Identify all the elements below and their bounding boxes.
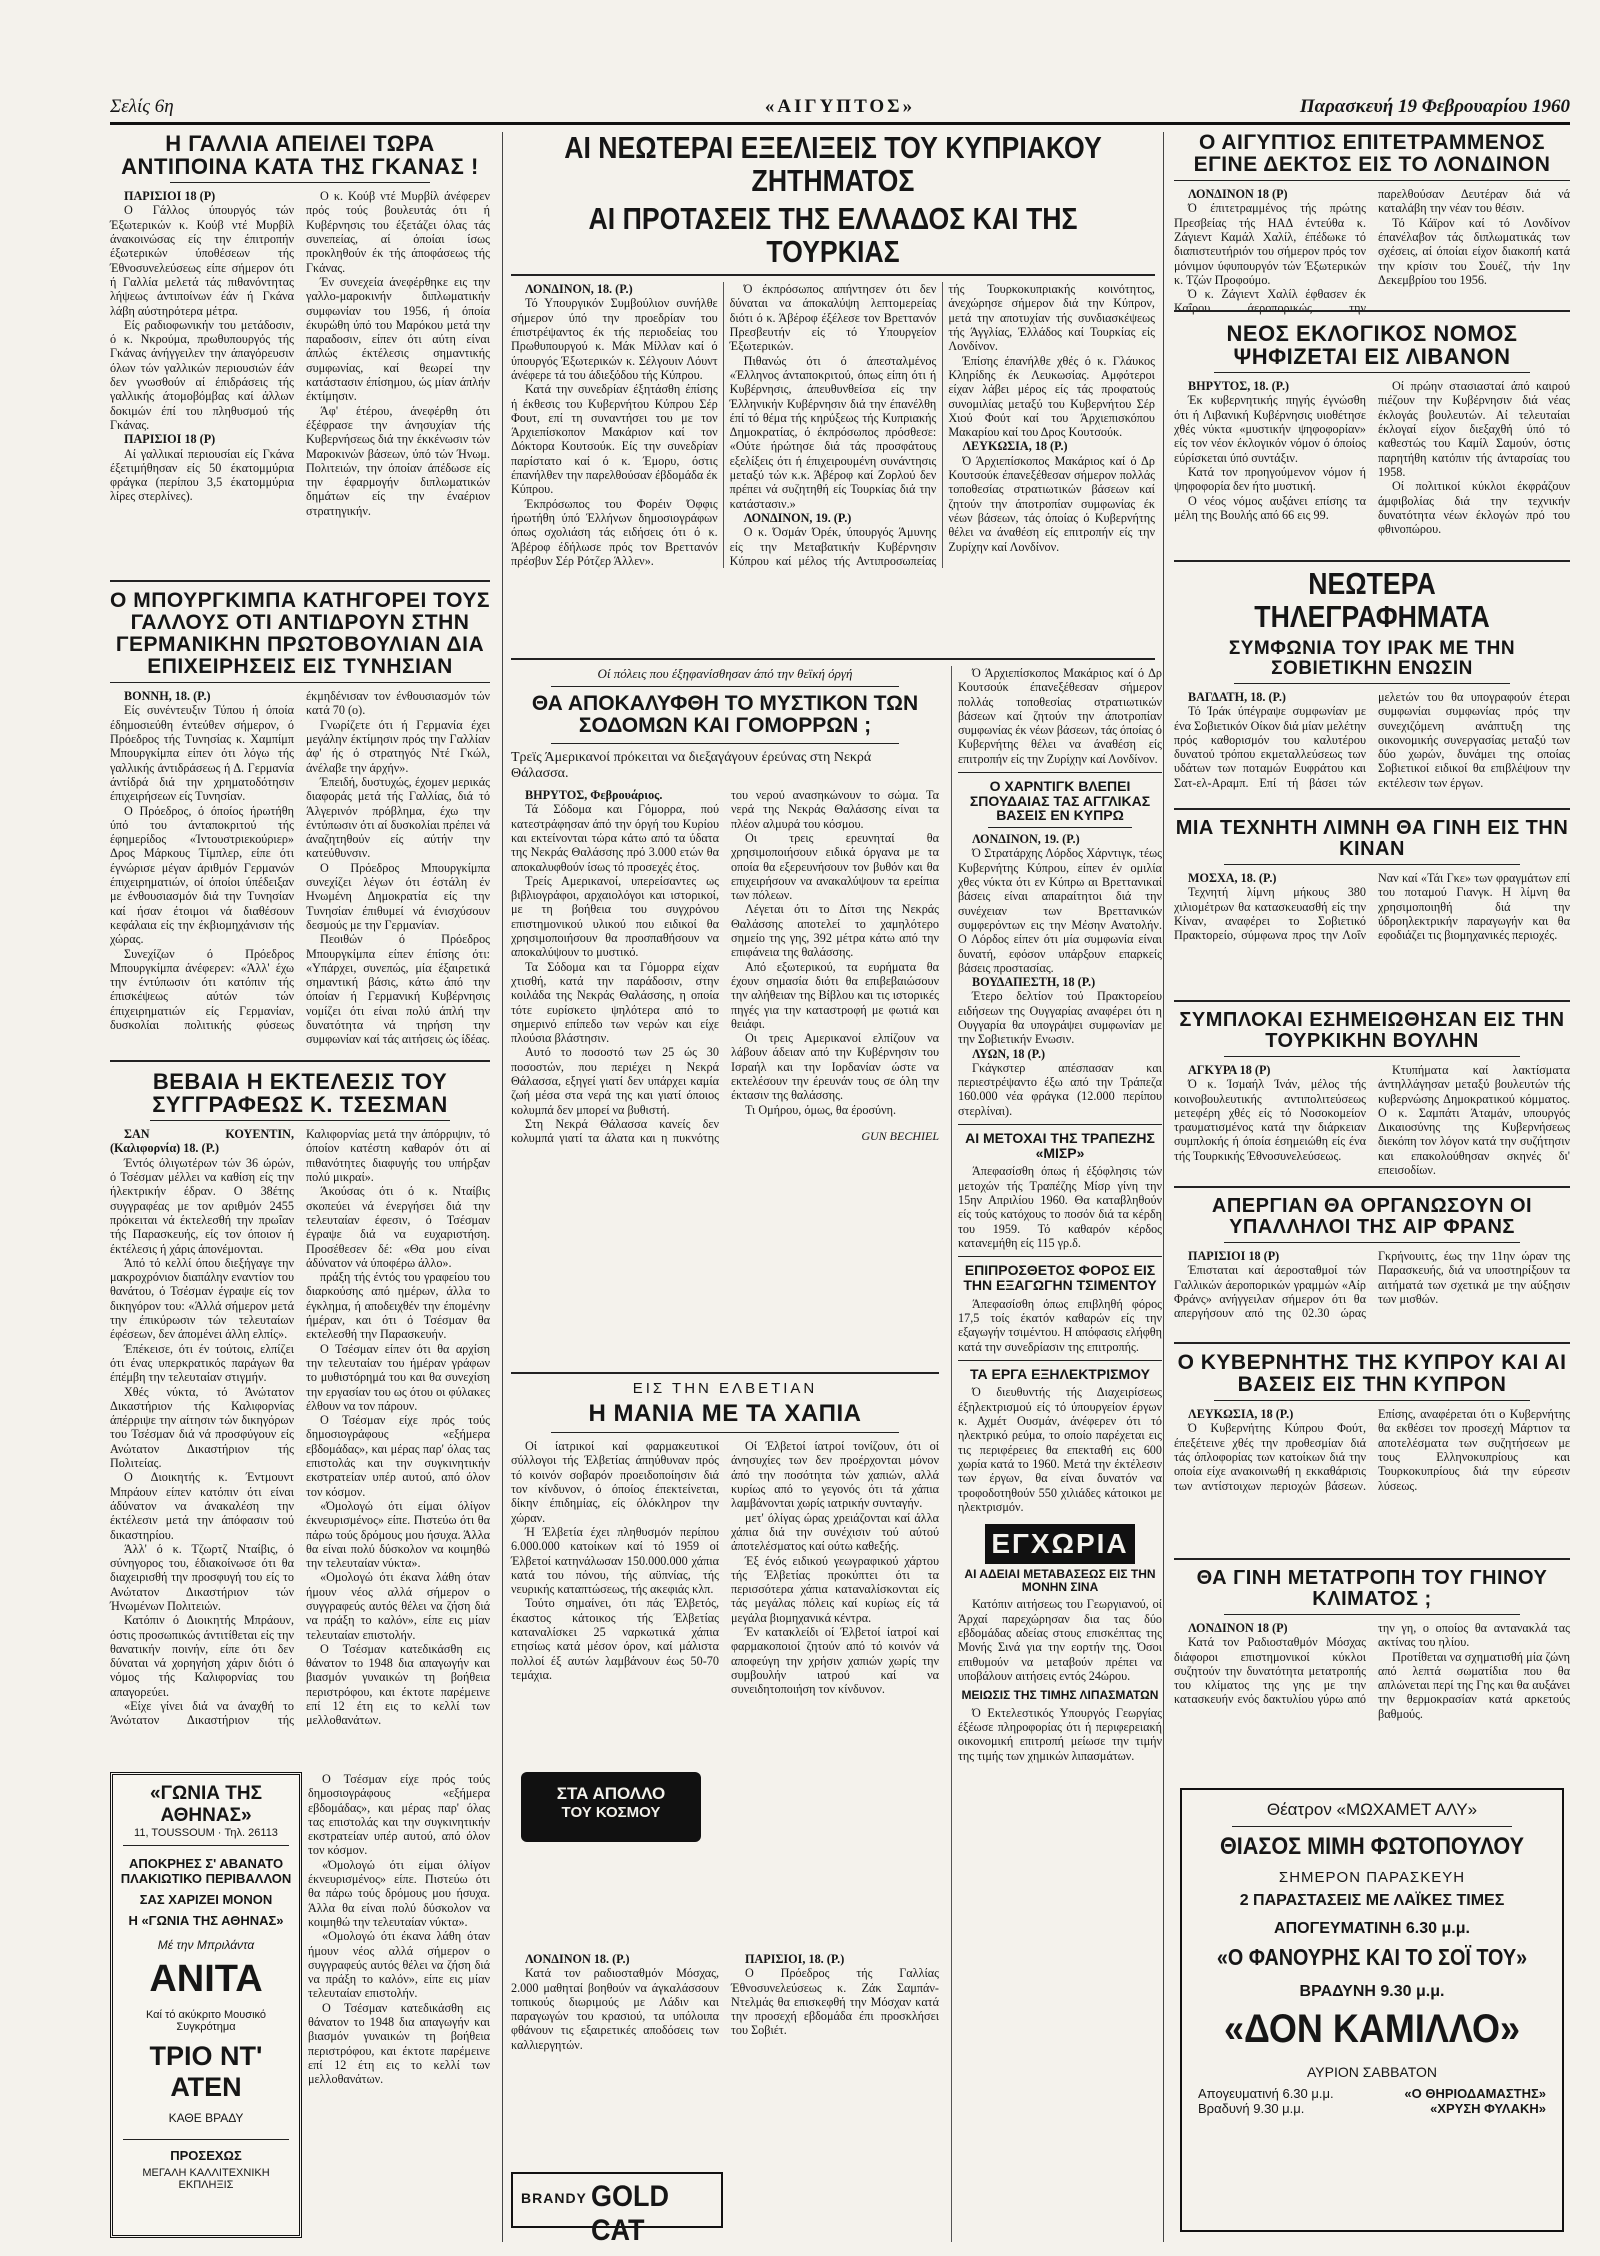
paragraph: Ό Άρχιεπίσκοπος Μακάριος καί ό Δρ Κουτσούκ έπανεξέθεσαν σήμερον πολλάς τοποθεσίας στρατιωτικών βάσεων καί ζητούν την άποτροπίαν συμφωνίας έκ νέων βάσεων, τάς όποίας ό Κυβερνήτης θέλει να άναθέση είς επιτροπήν είς την Ζυρίχην καί Λονδίνον. [948,453,1155,554]
headline-misr: ΑΙ ΜΕΤΟΧΑΙ ΤΗΣ ΤΡΑΠΕΖΗΣ «ΜΙΣΡ» [965,1130,1155,1161]
paragraph: Έν κατακλείδι οί Έλβετοί ίατροί καί φαρμακοποιοί ζητούν από τό κοινόν νά αποφεύγη την χρήσιν χαπιών χωρίς την συμβουλήν ιατρού καί να συνειδητοποιήση τον κίνδυνον. [731,1625,939,1697]
paragraph: Στη Νεκρά Θάλασσα κανείς δεν κολυμπά γιατί τα άλατα και η πυκνότης του νερού ανασηκώνουν το σώμα. Τα νερά της Νεκράς Θαλάσσης είναι τα πλέον αλμυρά του κόσμου. [511,788,939,1146]
paragraph: Οί ίατρικοί καί φαρμακευτικοί σύλλογοι τής Έλβετίας άπηύθυναν πρός τό κοινόν σοβαρόν προειδοποίησιν διά τον κίνδυνον, ό όποίος έπεκτείνεται, δίκην έπιδημίας, είς όλόκληρον την χώραν. [511,1439,719,1525]
dateline: ΣΑΝ ΚΟΥΕΝΤΙΝ, (Καλιφορνία) 18. (Ρ.) [110,1127,294,1156]
article-radio-moscow [511,1952,939,2162]
paragraph: Ο κ. Κούβ ντέ Μυρβίλ άνέφερεν πρός τούς βουλευτάς ότι ή Κυβέρνησις του έξετάζει όλας τάς συνεπείας, αί όποίαι ίσως προκληθούν έκ τής άποφάσεως τής Γκάνας. [306,189,490,275]
dateline: ΛΟΝΔΙΝΟΝ, 18. (Ρ.) [525,282,633,297]
paragraph: Ο Πρόεδρος Μπουργκίμπα συνεχίζει λέγων ότι έστάλη έν Ηνωμένη Δημοκρατία είς την Τυνησίαν έπιθυμεί νά ένισχύσουν δεσμούς με την Γερμανίαν. [306,860,490,932]
paragraph: Τα Σόδομα και τα Γόμορρα είχαν χτισθή, κατά την παράδοσιν, στην κοιλάδα της Νεκράς Θαλάσσης, η οποία τότε ευρίσκετο ψηλότερα από το σημερινό επίπεδο των νερών και είχε πλούσια βλάστησιν. [511,959,719,1046]
dateline: ΜΟΣΧΑ, 18. (Ρ.) [1188,871,1277,885]
paragraph: Είς συνέντευξιν Τύπου ή όποία έδημοσιεύθη έντεύθεν σήμερον, ό Πρόεδρος τής Τυνησίας κ. Χαμπίμπ Μπουργκίμπα είπεν ότι λόγω τής γαλλικής άντιδράσεως ή Δ. Γερμανία άντίδρά διά την χρηματοδότησιν έπιχειρήσεων είς Τυνησίαν. [110,703,294,804]
gold-cat-name: GOLD CAT [591,2180,670,2247]
ad-line: ΑΠΟΚΡΗΕΣ Σ' ΑΒΑΝΑΤΟ [128,1856,284,1871]
dateline: ΛΥΩΝ, 18 (Ρ.) [972,1046,1046,1061]
kicker: ΕΙΣ ΤΗΝ ΕΛΒΕΤΙΑΝ [632,1380,818,1397]
paragraph: Κατά τον Ραδιοσταθμόν Μόσχας διάφοροι επιστημονικοί κύκλοι συζητούν την δυνατότητα μετατροπής του κλίματος της γης με την κατασκευήν ενός δακτυλίου γύρω από την γη, ο οποίος θα αντανακλά τας ακτίνας του ηλίου. [1174,1621,1570,1707]
theatre-shows: 2 ΠΑΡΑΣΤΑΣΕΙΣ ΜΕ ΛΑΪΚΕΣ ΤΙΜΕΣ [1239,1892,1505,1909]
dateline: ΠΑΡΙΣΙΟΙ 18 (Ρ) [1188,1249,1280,1263]
ad-line: ΠΡΟΣΕΧΩΣ [170,2148,242,2163]
headline-harding: Ο ΧΑΡΝΤΙΓΚ ΒΛΕΠΕΙ ΣΠΟΥΔΑΙΑΣ ΤΑΣ ΑΓΓΛΙΚΑΣ ΒΑΣΕΙΣ ΕΝ ΚΥΠΡΩ [969,778,1151,824]
gold-cat-brand: BRANDY [521,2190,587,2206]
paragraph: Λέγεται ότι το Δίτσι της Νεκράς Θαλάσσης αποτελεί το χαμηλότερο σημείο της γης, 392 μέτρα κάτω από την επιφάνεια της θαλάσσης. [731,902,939,960]
paragraph: μετ' όλίγας ώρας χρειάζονται καί άλλα χάπια διά την συνέχισιν τού αύτού άποτελέσματος καί ούτω καθεξής. [731,1510,939,1554]
paragraph: Τούτο σημαίνει, ότι πάς Έλβετός, έκαστος κάτοικος τής Έλβετίας καταναλίσκει 25 ναρκωτικά χάπια ετησίως κατά μέσον όρον, καί μάλιστα πολλοί έξ αυτών λαμβάνουν έως 50-70 τεμάχια. [511,1596,719,1682]
paragraph: Έπισταται καί άεροσταθμοί τών Γαλλικών άεροπορικών γραμμών «Αίρ Φράνς» ανήγγειλαν σήμερον ότι θα απεργήσουν από της 02.30 ώρας Γκρήνουιτς, έως την 11ην ώραν της Παρασκευής, διά να υποστηρίξουν τα αιτήματά των σχετικά με την αύξησιν των μισθών. [1174,1249,1570,1321]
ad-line: ΜΕΓΑΛΗ ΚΑΛΛΙΤΕΧΝΙΚΗ ΕΚΠΛΗΞΙΣ [142,2167,270,2191]
paragraph: Έπίσης έπανήλθε χθές ό κ. Γλάυκος Κληρίδης έκ Λευκωσίας. Αμφότεροι είχαν λάβει μέρος είς τάς προφατούς συνομιλίας μεταξύ του Κυβερνήτου Σέρ Χιού Φούτ καί του Άρχιεπισκόπου Μακαρίου καί του Δρος Κουτσούκ. [948,353,1155,440]
article-climate [1174,1568,1570,1778]
dateline: ΑΓΚΥΡΑ 18 (Ρ) [1188,1063,1271,1077]
paragraph: Τό Υπουργικόν Συμβούλιον συνήλθε σήμερον ύπό την προεδρίαν του έπιστρέψαντος έκ τής περιοδείας του Πρωθυπουργού κ. Μάκ Μίλλαν καί ό ύπουργός Έξωτερικών κ. Σέλγουιν Λόυντ άνέφερε τά του άδιεξόδου τής Κύπρου. [511,296,718,382]
headline-electrification: ΤΑ ΕΡΓΑ ΕΞΗΛΕΚΤΡΙΣΜΟΥ [969,1365,1150,1382]
paragraph: Ή Έλβετία έχει πληθυσμόν περίπου 6.000.000 κατοίκων καί τό 1959 οί Έλβετοί κατηνάλωσαν 150.000.000 χάπια κατά του πόνου, τής αϋπνίας, τής νευρικής καταπτώσεως, τής ακεφιάς κλπ. [511,1524,719,1597]
headline-telegrams: ΝΕΩΤΕΡΑ ΤΗΛΕΓΡΑΦΗΜΑΤΑ [1254,566,1490,634]
article-cyprus [511,132,1155,652]
paragraph: Οι τρεις Αμερικανοί ελπίζουν να λάβουν άδειαν από την Κυβέρνησιν του Ισραήλ και την Ιορδανίαν ώστε να εκτελέσουν την έρευνάν τους σε όλη την έκτασιν της θαλάσσης. [731,1031,939,1103]
paragraph: Κατά τον προηγούμενον νόμον ή ψηφοφορία δεν ήτο μυστική. [1174,464,1366,494]
paragraph: Άπεφασίσθη όπως επιβληθή φόρος 17,5 τοίς έκατόν καθαρών είς την εξαγωγήν τσιμέντου. Η απόφασις ελήφθη κατά την συνεδρίασιν της επιτροπής. [958,1296,1162,1354]
paragraph: Άλλ' ό κ. Τζωρτζ Νταίβις, ό σύνηγορος του, έδιακοίνωσε ότι θα διαχειρισθή την προσφυγή του είς το Ανώτατον Δικαστήριον τών Ήνωμένων Πολιτειών. [110,1541,294,1613]
article-bourguiba [110,590,490,1052]
paragraph: Αυτό το ποσοστό των 25 ώς 30 ποσοστών, που περιέχει η Νεκρά Θάλασσα, εξηγεί γιατί δεν υπάρχει καμία ζωή μέσα στα νερά της και γιατί όποιος κολυμπά δεν μπορεί να βυθιστή. [511,1045,719,1117]
theatre-venue: Θέατρον «ΜΩΧΑΜΕΤ ΑΛΥ» [1266,1800,1478,1819]
theatre-tomorrow-evening: Βραδυνή 9.30 μ.μ. [1198,2101,1305,2116]
paragraph: Συνεχίζων ό Πρόεδρος Μπουργκίμπα άνέφερεν: «Άλλ' έχω την έντύπωσιν ότι κατόπιν τής έπισκέψεως αύτών τών έπιχειρηματιών είς Γερμανίαν, δυσκολίαι πολιτικής φύσεως έκμηδένισαν τον ένθουσιασμόν τών κατά 70 (ο). [110,689,490,1033]
column-left [110,132,490,2242]
paragraph: Κατόπιν αιτήσεως του Γεωργιανού, οί Άρχαί παρεχώρησαν δια τας δύο εβδομάδας αδείας στους επισκέπτας της Μονής Σινά για την εορτήν της. Όσοι επιθυμούν να μεταβούν πρέπει να υποβάλουν αιτήσεις εντός 24ώρου. [958,1597,1162,1683]
paragraph: «Όμολογώ ότι είμαι όλίγον έκνευρισμένος» είπε. Πιστεύω ότι θα πάρω τούς δρόμους μου ήσυχα. Άλλα θα είναι πολύ δύσκολον να κοιμηθώ την τελευταίαν νύκτα». [308,1857,490,1929]
paragraph: Ό έπιτετραμμένος τής πρώτης Πρεσβείας τής ΗΑΔ έντεύθα κ. Ζάγιεντ Καμάλ Χαλίλ, έπέδωκε τό διαπιστευτήριόν του σήμερον πρός τον μόνιμον ύφυπουργόν τών Έξωτερικών κ. Τζών Προφούμο. [1174,201,1366,287]
paragraph: Ο Γάλλος ύπουργός τών Έξωτερικών κ. Κούβ ντέ Μυρβίλ άνακοινώσας είς την έπιτροπήν έξωτερικών ύποθέσεων τής Έθνοσυνελεύσεως είπε σήμερον ότι ή Γαλλία μελετά τάς πιθανόντητας λήψεως άντιποίνων έάν ή Γκάνα λάβη αύστηρότερα μέτρα. [110,203,294,318]
paragraph: Ο Τσέσμαν είχε πρός τούς δημοσιογράφους «εξήμερα εβδομάδας», και μέρας παρ' όλας τας επιστολάς και την συγκινητικήν εκστρατείαν υπέρ αυτού, από όλον τον κόσμον. [308,1772,490,1858]
paragraph: Κτυπήματα καί λακτίσματα άντηλλάγησαν μεταξύ βουλευτών τής κυβερνώσης Δημοκρατικού κόμματος. Ο κ. Σαμπάτι Άταμάν, υπουργός Δικαιοσύνης της Κυβερνήσεως διεκόπη τον λόγον κατά την συζήτησιν και επακολούθησαν σκηνές δι' επεισοδίων. [1378,1063,1570,1178]
theatre-company: ΘΙΑΣΟΣ ΜΙΜΗ ΦΩΤΟΠΟΥΛΟΥ [1219,1833,1525,1860]
article-egypt-envoy [1174,131,1570,316]
headline-envoy: Ο ΑΙΓΥΠΤΙΟΣ ΕΠΙΤΕΤΡΑΜΜΕΝΟΣ ΕΓΙΝΕ ΔΕΚΤΟΣ ΕΙΣ ΤΟ ΛΟΝΔΙΝΟΝ [1193,131,1551,177]
paragraph: Τά Σόδομα και Γόμορρα, πού κατεστράφησαν άπό την όργή του Κυρίου και εκτείνονται τώρα κάτω από τα ύδατα της Νεκράς Θαλάσσης πρό 3.000 ετών θα αποκαλυφθούν ίσως τό προσεχές έτος. [511,802,719,874]
dateline: ΒΗΡΥΤΟΣ, 18. (Ρ.) [1188,379,1290,394]
theatre-matinee: ΑΠΟΓΕΥΜΑΤΙΝΗ 6.30 μ.μ. [1274,1920,1470,1937]
article-lebanon [1174,322,1570,552]
paragraph: Ο Τσέσμαν κατεδικάσθη εις θάνατον το 1948 δια απαγωγήν και βιασμόν γυναικών τη βοήθεια περιστρόφου, και έκτοτε παρέμεινε επί 12 έτη εις το κελλί των μελλοθανάτων. [308,2000,490,2087]
deck: Τρεϊς Άμερικανοί πρόκειται να διεξαγάγουν έρεύνας στη Νεκρά Θάλασσα. [511,750,872,782]
headline-chessman: ΒΕΒΑΙΑ Η ΕΚΤΕΛΕΣΙΣ ΤΟΥ ΣΥΓΓΡΑΦΕΩΣ Κ. ΤΣΕΣΜΑΝ [152,1069,448,1118]
paragraph: Οί Έλβετοί ίατροί τονίζουν, ότι οί άνησυχίες των δεν προέρχονται μόνον άπό την ποσότητα τών χαπιών, αλλά κυρίως από το γεγονός ότι τά χάπια λαμβάνονται χωρίς ιατρικήν συνταγήν. [731,1439,939,1511]
paragraph: Ό κ. Ίσμαήλ Ίνάν, μέλος τής κοινοβουλευτικής αντιπολιτεύσεως μετεφέρη χθές είς τό Νοσοκομείον τραυματισμένος κατά την διάρκειαν συμπλοκής ή όποία έσημειώθη είς ένα τής Τουρκικής Έθνοσυνελεύσεως. [1174,1077,1366,1163]
dateline: ΛΕΥΚΩΣΙΑ, 18 (Ρ.) [962,439,1068,454]
headline-turkish-parliament: ΣΥΜΠΛΟΚΑΙ ΕΣΗΜΕΙΩΘΗΣΑΝ ΕΙΣ ΤΗΝ ΤΟΥΡΚΙΚΗΝ ΒΟΥΛΗΝ [1179,1009,1565,1052]
theatre-today: ΣΗΜΕΡΟΝ ΠΑΡΑΣΚΕΥΗ [1278,1869,1466,1886]
ad-title: «ΓΩΝΙΑ ΤΗΣ ΑΘΗΝΑΣ» [150,1783,262,1826]
paragraph: Ο Πρόεδρος τής Γαλλίας Έθνοσυνελεύσεως κ. Ζάκ Σαμπάν-Ντελμάς θα επισκεφθή την Μόσχαν κατά την προσεχή εβδομάδα έπι προσκλήσει του Σοβιέτ. [731,1966,939,2038]
paragraph: Έπέκεισε, ότι έν τούτοις, ελπίζει ότι ένας υπερκρατικός παράγων θα έπέμβη την τελευταίαν στιγμήν. [110,1341,294,1385]
paragraph: «Είχε γίνει διά να άναχθή το Άνώτατον Δικαστήριον τής Καλιφορνίας μετά την άπόρριψιν, τό όποίον κατέστη καθαρόν ότι αί πιθανότητες διαφυγής του υπήρξαν πολύ μικραί». [110,1127,490,1728]
dateline: ΛΟΝΔΙΝΟΝ 18 (Ρ) [1188,1621,1288,1635]
headline-sinai: ΑΙ ΑΔΕΙΑΙ ΜΕΤΑΒΑΣΕΩΣ ΕΙΣ ΤΗΝ ΜΟΝΗΝ ΣΙΝΑ [964,1567,1156,1594]
paragraph: Τρείς Αμερικανοί, υπερείσαντες ως βιβλιογράφοι, αρχαιολόγοι και ιστορικοί, με τη βοήθεια του συγχρόνου επιστημονικού υλικού που ειδικοί θα χρησιμοποιήσουν θα προσπαθήσουν να αποκαλύψουν το μυστικό. [511,873,719,960]
article-pills [511,1380,939,1940]
paragraph: Ό Κυβερνήτης Κύπρου Φούτ, έπεξέτεινε χθές την προθεσμίαν διά τάς όπλοφορίας των κατοίκων διά την οποία είχε ανακοινωθή η εκκαθάρισις των αντίστοιχων περιοχών βάσεων. Επίσης, αναφέρεται ότι ο Κυβερνήτης θα εκθέσει τον προσεχή Μάρτιον τα αποτελέσματα των συζητήσεων με τους Ελληνοκυπρίους και Τουρκοκυπρίους διά την εύρεσιν λύσεως. [1174,1407,1570,1493]
paragraph: «Όμολογώ ότι είμαι όλίγον έκνευρισμένος» είπε. Πιστεύω ότι θα πάρω τούς δρόμους μου ήσυχα. Άλλα θα είναι πολύ δύσκολον να κοιμηθώ την τελευταίαν νύκτα». [306,1498,490,1571]
paragraph: Ό διευθυντής τής Διαχειρίσεως έξηλεκτρισμού είς τό ύπουργείον έργων κ. Αχμέτ Ουσμάν, άνέφερεν ότι τό ηλεκτρικό ρεύμα, το οποίο παρέχεται εις τις περιφέρειες θα επεκταθή εις 600 χωρία κατά το 1960. Μετά την έκτέλεσιν των έργων, θα είναι δυνατόν να τροφοδοτηθούν 550 χιλιάδες κάτοικοι με ηλεκτρισμόν. [958,1385,1162,1514]
paragraph: πράξη τής έντός του γραφείου του διαρκούσης από ημέρων, άλλα το έγκλημα, ή αποδειχθέν την έπομένην ήμέραν, και ότι ό Τσέσμαν θα εκτελεσθή την Παρασκευήν. [306,1270,490,1342]
paragraph: Πεοιθών ό Πρόεδρος Μπουργκίμπα είπεν έπίσης ότι: «Υπάρχει, συνεπώς, μία έξαιρετικά σημαντική βάσις, κάτω άπό την όποίαν ή Γερμανική Κυβέρνησις νομίζει ότι είναι πολύ άπλή την δυνατότητα νά τηρήση την συμφωνίαν καί τάς αιτήσεις ώς ίδέας. [306,932,490,1047]
ad-address: 11, TOUSSOUM · Τηλ. 26113 [134,1827,278,1839]
paragraph: Ο νέος νόμος αυξάνει επίσης τα μέλη της Βουλής από 66 εις 99. [1174,493,1366,522]
dateline: ΛΕΥΚΩΣΙΑ, 18 (Ρ.) [1188,1407,1294,1422]
paragraph: Γνωρίζετε ότι ή Γερμανία έχει μεγάλην έκτίμησιν πρός την Γαλλίαν άφ' ής ό στρατηγός Ντέ Γκώλ, άνέλαβε την άρχήν». [306,717,490,775]
article-china-lake [1174,818,1570,994]
paragraph: Κατά τον ραδιοσταθμόν Μόσχας, 2.000 μαθηταί βοηθούν να άγκαλάσσουν τοπικούς διωριμούς με Λάδιν και παραγωγών του κρασιού, τα υπόλοιπα φθάνουν τις εξαιρετικές αποδόσεις των καλλιεργητών. [511,1966,719,2052]
article-chessman [110,1070,490,1760]
paragraph: Έπειδή, δυστυχώς, έχομεν μερικάς διαφοράς μετά τής Γαλλίας, διά τό Άλγερινόν πρόβλημα, έχω την έντύπωσιν ότι αί δυσκολίαι πρέπει νά άναζητηθούν είς αύτήν την κατεύθυνσιν. [306,774,490,861]
dateline: ΠΑΡΙΣΙΟΙ 18 (Ρ) [124,189,216,204]
headline-air-france: ΑΠΕΡΓΙΑΝ ΘΑ ΟΡΓΑΝΩΣΟΥΝ ΟΙ ΥΠΑΛΛΗΛΟΙ ΤΗΣ ΑΙΡ ΦΡΑΝΣ [1211,1195,1533,1238]
paragraph: Έντός όλιγωτέρων τών 36 ώρών, ό Τσέσμαν μέλλει να καθίση είς την ήλεκτρικήν έδραν. Ο 38έτης συγγραφέας με τον αριθμόν 2455 πρόκειται νά έκτελεσθή την πρωΐαν τής Παρασκευής, είς τον όποιον ή έκτέλεσις ή χάρις άπονέμονται. [110,1155,294,1256]
paragraph: Οι τρεις ερευνηταί θα χρησιμοποιήσουν ειδικά όργανα με τα οποία θα εξερευνήσουν τον βυθόν και θα επιχειρήσουν να ανακαλύψουν τα ερείπια των πόλεων. [731,830,939,903]
dateline: ΒΟΥΔΑΠΕΣΤΗ, 18 (Ρ.) [972,975,1096,990]
apollo-line: ΤΟΥ ΚΟΣΜΟΥ [561,1804,661,1821]
ad-line: Η «ΓΩΝΙΑ ΤΗΣ ΑΘΗΝΑΣ» [128,1913,284,1928]
paragraph: Ο Πρόεδρος, ό όποίος ήρωτήθη ύπό του άνταποκριτού τής έφημερίδος «Ίντουστριεκούριερ» Δρος Μάρκους Τίμπλερ, είπε ότι έγνώρισε μέγαν άριθμόν Γερμανών έπιχειρηματιών, οί όποίοι ύπέδειξαν με ένθουσιασμόν διά την Τυνησίαν καί ήσαν έτοιμοι νά διαθέσουν κεφάλαια είς την έκβιομηχάνισιν τής χώρας. [110,803,294,947]
dateline: ΛΟΝΔΙΝΟΝ, 19. (Ρ.) [972,832,1080,847]
theatre-tomorrow-play-2: «ΧΡΥΣΗ ΦΥΛΑΚΗ» [1430,2101,1546,2116]
paragraph: Κατά την συνεδρίαν έξητάσθη έπίσης ή έκθεσις του Κυβερνήτου Κύπρου Σέρ Φουτ, επί τη συναντήσει του με τον Άρχιεπίσκοπον Μακάριον καί τον Δόκτορα Κουτσούκ. Είς την συνεδρίαν παρίστατο καί ό κ. Έμορυ, όστις έπανήλθεν την παρελθούσαν έβδομάδα έκ Κύπρου. [511,382,718,497]
article-cyprus-governor [1174,1352,1570,1552]
paragraph: Ο Τσέσμαν είπεν ότι θα αρχίση την τελευταίαν του ήμέραν γράφων το μυθιστόρημά του και θα συνεχίση την εργασίαν του ως ότου οι φύλακες έλθουν να τον πάρουν. [306,1341,490,1413]
paragraph: Άπεφασίσθη όπως ή έξόφλησις τών μετοχών τής Τραπέζης Μίσρ γίνη την 15ην Απριλίου 1960. Θα καταβληθούν είς τούς κατόχους το ποσόν διά τα κέρδη του 1959. Τό καθαρόν κέρδος κατανεμήθη είς 115 γρ.δ. [958,1164,1162,1250]
paragraph: Έτερο δελτίον τού Πρακτορείου ειδήσεων της Ουγγαρίας αναφέρει ότι η Ουγγαρία θα υπογράψει συμφωνίαν με την Σοβιετικήν Ενωσιν. [958,989,1162,1047]
dateline: ΠΑΡΙΣΙΟΙ, 18. (Ρ.) [745,1952,845,1966]
paragraph: Έξ ένός ειδικού γεωγραφικού χάρτου τής Έλβετίας προκύπτει ότι τα περισσότερα χάπια καταναλίσκονται είς τάς μεγάλας πόλεις καί κυρίως είς τά μεγάλα βιομηχανικά κέντρα. [731,1553,939,1625]
theatre-tomorrow: ΑΥΡΙΟΝ ΣΑΒΒΑΤΟΝ [1306,2064,1438,2080]
theatre-play-2: «ΔΟΝ ΚΑΜΙΛΛΟ» [1223,2007,1520,2051]
issue-date: Παρασκευή 19 Φεβρουαρίου 1960 [1299,96,1570,117]
ad-band-name: ΤΡΙΟ ΝΤ' ΑΤΕΝ [149,2041,263,2102]
headline-gallia: Η ΓΑΛΛΙΑ ΑΠΕΙΛΕΙ ΤΩΡΑ ΑΝΤΙΠΟΙΝΑ ΚΑΤΑ ΤΗΣ ΓΚΑΝΑΣ ! [121,131,479,180]
headline-cyprus-2: ΑΙ ΠΡΟΤΑΣΕΙΣ ΤΗΣ ΕΛΛΑΔΟΣ ΚΑΙ ΤΗΣ ΤΟΥΡΚΙΑΣ [588,201,1078,269]
paragraph: Ό κ. Ζάγιεντ Χαλίλ έφθασεν έκ Καΐρου άεροπορικώς την παρελθούσαν Δευτέραν διά νά καταλάβη την νέαν του θέσιν. [1174,187,1570,316]
apollo-logo [521,1772,701,1842]
ad-line: Μέ την Μπριλάντα [157,1938,255,1952]
paragraph: Κατόπιν ό Διοικητής Μπράουν, όστις προσωπικώς άντιτίθεται είς την θανατικήν ποινήν, είπε ότι δεν δύναται νά χορηγήση χάριν διότι ό νόμος τής Καλιφορνίας του απαγορεύει. [110,1613,294,1699]
article-telegrams [1174,568,1570,802]
article-sodom [511,666,939,1366]
headline-bourguiba: Ο ΜΠΟΥΡΓΚΙΜΠΑ ΚΑΤΗΓΟΡΕΙ ΤΟΥΣ ΓΑΛΛΟΥΣ ΟΤΙ ΑΝΤΙΔΡΟΥΝ ΣΤΗΝ ΓΕΡΜΑΝΙΚΗΝ ΠΡΩΤΟΒΟΥΛΙΑΝ ΔΙΑ ΕΠΙΧΕΙΡΗΣΕΙΣ ΕΙΣ ΤΥΝΗΣΙΑΝ [110,589,490,679]
paragraph: Πιθανώς ότι ό άπεσταλμένος «Έλληνος άνταποκριτού, όπως είπη ότι ή Κυβέρνησις, άπευθυνθείσα είς την Έλληνικήν Κυβέρνησιν διά την έπανέλθη έπί τό θέμα τής κηρύξεως τής Κυπριακής Δημοκρατίας, ό έκπρόσωπος πρόσθεσε: «Ούτε ήρώτησε διά τάς προσφάτους εξελίξεις ότι ή έπιχειρουμένη συνάντησις μεταξύ τών κ.κ. Άβέροφ καί Ζορλού δεν πρέπει νά συζητηθή είς Τουρκίας διά την κατάστασιν.» [729,353,937,511]
kicker: Οί πόλεις που έξηφανίσθησαν άπό την θεϊκή όργή [597,666,853,681]
paragraph: Ό Εκτελεστικός Υπουργός Γεωργίας έξέωσε πληροφορίας ότι ή περιφερειακή οικονομική επιτροπή μείωσε την τιμήν της τιμής των χημικών λιπασμάτων. [958,1705,1162,1763]
headline-cement-tax: ΕΠΙΠΡΟΣΘΕΤΟΣ ΦΟΡΟΣ ΕΙΣ ΤΗΝ ΕΞΑΓΩΓΗΝ ΤΣΙΜΕΝΤΟΥ [963,1262,1157,1293]
dateline: ΠΑΡΙΣΙΟΙ 18 (Ρ) [124,432,216,447]
column-right [1174,132,1570,2242]
ad-line: ΠΛΑΚΙΩΤΙΚΟ ΠΕΡΙΒΑΛΛΟΝ [120,1871,292,1886]
paragraph: Γκάγκστερ απέσπασαν και περιεστρέψαντο έξω από την Τράπεζα 160.000 νέα φράγκα (12.000 περίπου στερλίναι). [958,1060,1162,1118]
advert-gonia-athinas [110,1772,302,2238]
dateline: ΒΟΝΝΗ, 18. (Ρ.) [124,689,211,704]
advert-theatre [1180,1788,1564,2232]
author-signature: GUN BECHIEL [861,1128,939,1143]
paragraph: Ό Άρχιεπίσκοπος Μακάριος καί ό Δρ Κουτσούκ έπανεξέθεσαν σήμερον πολλάς τοποθεσίας στρατιωτικών βάσεων καί ζητούν την άποτροπίαν συμφωνίας έκ νέων βάσεων, τάς όποίας ό Κυβερνήτης θέλει να άναθέση είς επιτροπήν είς την Ζυρίχην καί Λονδίνον. [958,666,1162,766]
article-air-france [1174,1196,1570,1336]
ad-line: Καί τό ακύκριτο Μουσικό Συγκρότημα [145,2009,267,2033]
headline-fertilizer: ΜΕΙΩΣΙΣ ΤΗΣ ΤΙΜΗΣ ΛΙΠΑΣΜΑΤΩΝ [961,1688,1159,1703]
paragraph: Έκπρόσωπος του Φορέιν Όφφις ήρωτήθη ύπό Έλλήνων δημοσιογράφων όπως σχολιάση τάς ειδήσεις ότι ό κ. Άβέροφ έδήλωσε πρός τον Βρεττανόν πρέσβυν Σέρ Ρότζερ Άλλεν». [511,496,718,568]
paragraph: Έν συνεχεία άνεφέρθηκε εις την γαλλο-μαροκινήν διπλωματικήν συμφωνίαν του 1956, ή όποία έκυρώθη ύπό του Μαρόκου μετά την παραδοσιν, είπεν ότι αύτη είναι άπλώς έκτέλεσις σημαντικής συμφωνίας, καί θεωρεί την κατάστασιν έπίσημου, ώς μίαν άπλήν έκτίμησιν. [306,274,490,404]
paragraph: Αί γαλλικαί περιουσίαι είς Γκάνα έξετιμήθησαν είς 50 έκατομμύρια φράγκα (περίπου 3,5 έκατομμύρια λίρες στερλίνες). [110,446,294,504]
article-turkish-parliament [1174,1010,1570,1180]
theatre-play-1: «Ο ΦΑΝΟΥΡΗΣ ΚΑΙ ΤΟ ΣΟΪ ΤΟΥ» [1216,1944,1528,1970]
headline-iraq: ΣΥΜΦΩΝΙΑ ΤΟΥ ΙΡΑΚ ΜΕ ΤΗΝ ΣΟΒΙΕΤΙΚΗΝ ΕΝΩΣΙΝ [1228,638,1516,680]
theatre-tomorrow-play-1: «Ο ΘΗΡΙΟΔΑΜΑΣΤΗΣ» [1404,2086,1546,2101]
paragraph: Ο Διοικητής κ. Έντμουντ Μπράουν είπεν κατόπιν ότι είναι άδύνατον να άνακαλέση την έκτέλεσιν μετά την άπόφασιν τού δικαστηρίου. [110,1470,294,1542]
dateline: ΒΑΓΔΑΤΗ, 18. (Ρ.) [1188,689,1286,704]
ad-line: ΣΑΣ ΧΑΡΙΖΕΙ ΜΟΝΟΝ [139,1892,273,1907]
dateline: ΒΗΡΥΤΟΣ, Φεβρουάριος. [525,788,663,803]
masthead [110,92,1570,125]
headline-sodom: ΘΑ ΑΠΟΚΑΛΥΦΘΗ ΤΟ ΜΥΣΤΙΚΟΝ ΤΩΝ ΣΟΔΟΜΩΝ ΚΑΙ ΓΟΜΟΡΡΩΝ ; [531,692,919,738]
paragraph: Ο κ. Όσμάν Όρέκ, ύπουργός Άμυνης είς την Μεταβατικήν Κυβέρνησιν Κύπρου καί μέλος τής Αντιπροσωπείας τής Τουρκοκυπριακής κοινότητος, άνεχώρησε σήμερον διά την Κύπρον, μετά την αποτυχίαν τής συνδιασκέψεως τής Άγγλίας, Έλλάδος καί Τουρκίας είς Λονδίνον. [729,282,1155,568]
egchoria-logo: ΕΓΧΩΡΙΑ [985,1524,1135,1564]
paragraph: Χθές νύκτα, τό Άνώτατον Δικαστήριον τής Καλιφορνίας άπέρριψε την αίτησιν τών δικηγόρων του Τσέσμαν διά νά προσφύγουν είς Ανώτατον Δικαστήριον τής Πολιτείας. [110,1384,294,1471]
paragraph: Από εξωτερικού, τα ευρήματα θα έχουν σημασία διότι θα επιβεβαιώσουν την αλήθειαν της Βίβλου και τις ιστορικές πηγές για την καταστροφή με φωτιά και θειάφι. [731,959,939,1031]
paragraph: Οί πολιτικοί κύκλοι έκφράζουν άμφιβολίας διά την τεχνικήν δυνατότητα νέων έκλογών πρό του φθινοπώρου. [1378,479,1570,537]
paragraph: Έκ κυβερνητικής πηγής έγνώσθη ότι ή Λιβανική Κυβέρνησις υιοθέτησε χθές νύκτα «μυστικήν ψηφοφορίαν» είς τον νέον έκλογικόν νόμον ό όποίος εύρίσκεται ύπό συντάξιν. [1174,393,1366,465]
paragraph: Άπό τό κελλί όπου διεξήγαγε την μακροχρόνιον διαπάλην εναντίον του θανάτου, ό Τσέσμαν έγραψε είς τον δικηγόρον του: «Άλλά σήμερον μετά την έπικύρωσιν τών τελευταίων έφέσεων, δεν άπομένει άλλη ελπίς». [110,1255,294,1342]
paragraph: Άφ' έτέρου, άνεφέρθη ότι έξέφρασε την άνησυχίαν τής Κυβερνήσεως διά την έκκένωσιν τών Μαροκινών βάσεων, ύπό τών Ήνωμ. Πολιτειών, την όποίαν άπέδωσε είς την έφαρμογήν διπλωματικών δημάτων είς την έναέριον στρατηγικήν. [306,403,490,518]
headline-lebanon: ΝΕΟΣ ΕΚΛΟΓΙΚΟΣ ΝΟΜΟΣ ΨΗΦΙΖΕΤΑΙ ΕΙΣ ΛΙΒΑΝΟΝ [1226,321,1518,370]
headline-pills: Η ΜΑΝΙΑ ΜΕ ΤΑ ΧΑΠΙΑ [588,1400,862,1427]
paragraph: Είς ραδιοφωνικήν του μετάδοσιν, ό κ. Νκρούμα, πρωθυπουργός τής Γκάνας άνήγγειλεν την άπαγόρευσιν όλων τών γαλλικών περιουσιών έάν δεν γνωσθούν αί έπιδράσεις τής γαλλικής άτομοβόμβας καί άλλων δοκιμών έπί του πληθυσμού τής Γκάνας. [110,317,294,432]
headline-cyprus-1: ΑΙ ΝΕΩΤΕΡΑΙ ΕΞΕΛΙΞΕΙΣ ΤΟΥ ΚΥΠΡΙΑΚΟΥ ΖΗΤΗΜΑΤΟΣ [564,130,1102,198]
article-gallia [110,132,490,572]
advert-gold-cat [511,2172,723,2247]
advert-apollo [511,1772,711,1852]
apollo-line: ΣΤΑ ΑΠΟΛΛΟ [556,1784,666,1803]
article-chessman-continued [308,1772,490,2232]
paragraph: Ο Τσέσμαν είχε πρός τούς δημοσιογράφους «εξήμερα εβδομάδας», και μέρας παρ' όλας τας επιστολάς και την συγκινητικήν εκστρατείαν υπέρ αυτού, από όλον τον κόσμον. [306,1413,490,1499]
paragraph: Προτίθεται να σχηματισθή μία ζώνη από λεπτά σωματίδια που θα απλώνεται περί της Γης και θα αυξάνει την θερμοκρασίαν κατά αρκετούς βαθμούς. [1378,1649,1570,1721]
column-center [502,130,1164,2247]
paragraph: Τεχνητή λίμνη μήκους 380 χιλιομέτρων θα κατασκευασθή είς την Κίναν, αναφέρει το Σοβιετικό Πρακτορείο, σύμφωνα προς την Λοΐν Ναν καί «Τάι Γκε» των φραγμάτων επί του ποταμού Γιανγκ. Η λίμνη θα χρησιμοποιηθή διά την ύδροηλεκτρικήν παραγωγήν και θα εφοδιάζει τις βιομηχανικές περιοχές. [1174,871,1570,943]
ad-line: ΚΑΘΕ ΒΡΑΔΥ [168,2111,244,2125]
paragraph: Τι Ομήρου, όμως, θα έροσύνη. [745,1102,897,1117]
paragraph: Ό Στρατάρχης Λόρδος Χάρντιγκ, τέως Κυβερνήτης Κύπρου, είπεν έν ομιλία χθες νύκτα ότι εν Κύπρω αι Βρεττανικαί βάσεις είναι απαραίτητοι διά την συνέχειαν των Βρεττανικών συμφερόντων εις την Μέσην Ανατολήν. Ο Λόρδος είπεν ότι μία συμφωνία είναι δυνατή, εφόσον υπάρξουν επαρκείς βάσεις προστασίας. [958,846,1162,975]
headline-china-lake: ΜΙΑ ΤΕΧΝΗΤΗ ΛΙΜΝΗ ΘΑ ΓΙΝΗ ΕΙΣ ΤΗΝ ΚΙΝΑΝ [1175,817,1569,860]
headline-climate: ΘΑ ΓΙΝΗ ΜΕΤΑΤΡΟΠΗ ΤΟΥ ΓΗΙΝΟΥ ΚΛΙΜΑΤΟΣ ; [1196,1567,1548,1610]
paragraph: Οί πρώην στασιασταί άπό καιρού πιέζουν την Κυβέρνησιν διά νέας έκλογάς βουλευτών. Αί τελευταίαι έκλογαί είχον διεξαχθή ύπό τό καθεστώς του Καμίλ Σαμούν, όστις παρητήθη κατόπιν τής άνταρσίας του 1958. [1378,379,1570,479]
page-number: Σελίς 6η [110,96,174,117]
paragraph: Άκούσας ότι ό κ. Νταίβις σκοπεύει νά ένεργήσει διά την τελευταίαν έφεσιν, ό Τσέσμαν έγραψε διά να ευχαριστήση. Προσέθεσεν δέ: «Θα μου είναι άδύνατον νά ύποφέρω άλλο». [306,1184,490,1270]
theatre-evening: ΒΡΑΔΥΝΗ 9.30 μ.μ. [1299,1983,1445,2000]
paragraph: Τό Ίράκ ύπέγραψε συμφωνίαν με ένα Σοβιετικόν Οίκον διά μίαν μελέτην πρός καθορισμόν του καλυτέρου δυνατού τρόπου εκμεταλλεύσεως των υδάτων των ποταμών Ευφράτου και Σατ-ελ-Αραμπ. Επί τή βάσει τών μελετών του θα υπογραφούν έτεραι συμφωνίαι συμφωνίας πρός την συνεχιζόμενη ανάπτυξη της οικονομικής συνεργασίας μεταξύ των δύο χωρών, δυνάμει της οποίας Σοβιετικοί ειδικοί θα επιβλέψουν την εκτέλεσιν των έργων. [1174,689,1570,790]
paragraph: «Ομολογώ ότι έκανα λάθη όταν ήμουν νέος αλλά σήμερον ο συγγραφεύς αυτός θέλει να ζήση διά να πράξη το καλόν», είπε εις μίαν τελευταίαν επιστολήν. [308,1929,490,2001]
paragraph: Τό Κάϊρον καί τό Λονδίνον έπανέλαβον τάς διπλωματικάς των σχέσεις, αί όποίαι είχον διακοπή κατά την κρίσιν του Σουέζ, τήν 1ην Δεκεμβρίου του 1956. [1378,215,1570,287]
paragraph: «Ομολογώ ότι έκανα λάθη όταν ήμουν νέος αλλά σήμερον ο συγγραφεύς αυτός θέλει να ζήση διά να πράξη το καλόν», είπε εις μίαν τελευταίαν επιστολήν. [306,1570,490,1642]
headline-cyprus-governor: Ο ΚΥΒΕΡΝΗΤΗΣ ΤΗΣ ΚΥΠΡΟΥ ΚΑΙ ΑΙ ΒΑΣΕΙΣ ΕΙΣ ΤΗΝ ΚΥΠΡΟΝ [1177,1351,1567,1397]
paragraph: Ό έκπρόσωπος απήντησεν ότι δεν δύναται να άποκαλύψη λεπτομερείας διότι ό κ. Άβέροφ έξέλεσε τον Βρεττανόν Πρεσβευτήν είς τό Υπουργείον Έξωτερικών. [729,282,937,354]
paragraph: Ο Τσέσμαν κατεδικάσθη εις θάνατον το 1948 δια απαγωγήν και βιασμόν γυναικών τη βοήθεια περιστρόφου, και έκτοτε παρέμεινε επί 12 έτη εις το κελλί των μελλοθανάτων. [306,1641,490,1728]
newspaper-name: «ΑΙΓΥΠΤΟΣ» [764,96,916,117]
theatre-tomorrow-matinee: Απογευματινή 6.30 μ.μ. [1198,2086,1334,2101]
dateline: ΛΟΝΔΙΝΟΝ, 19. (Ρ.) [743,510,852,525]
dateline: ΛΟΝΔΙΝΟΝ 18 (Ρ) [1188,187,1288,202]
center-right-briefs [951,666,1162,2242]
ad-star-name: ΑΝΙΤΑ [149,1958,263,2000]
dateline: ΛΟΝΔΙΝΟΝ 18. (Ρ.) [525,1952,630,1966]
